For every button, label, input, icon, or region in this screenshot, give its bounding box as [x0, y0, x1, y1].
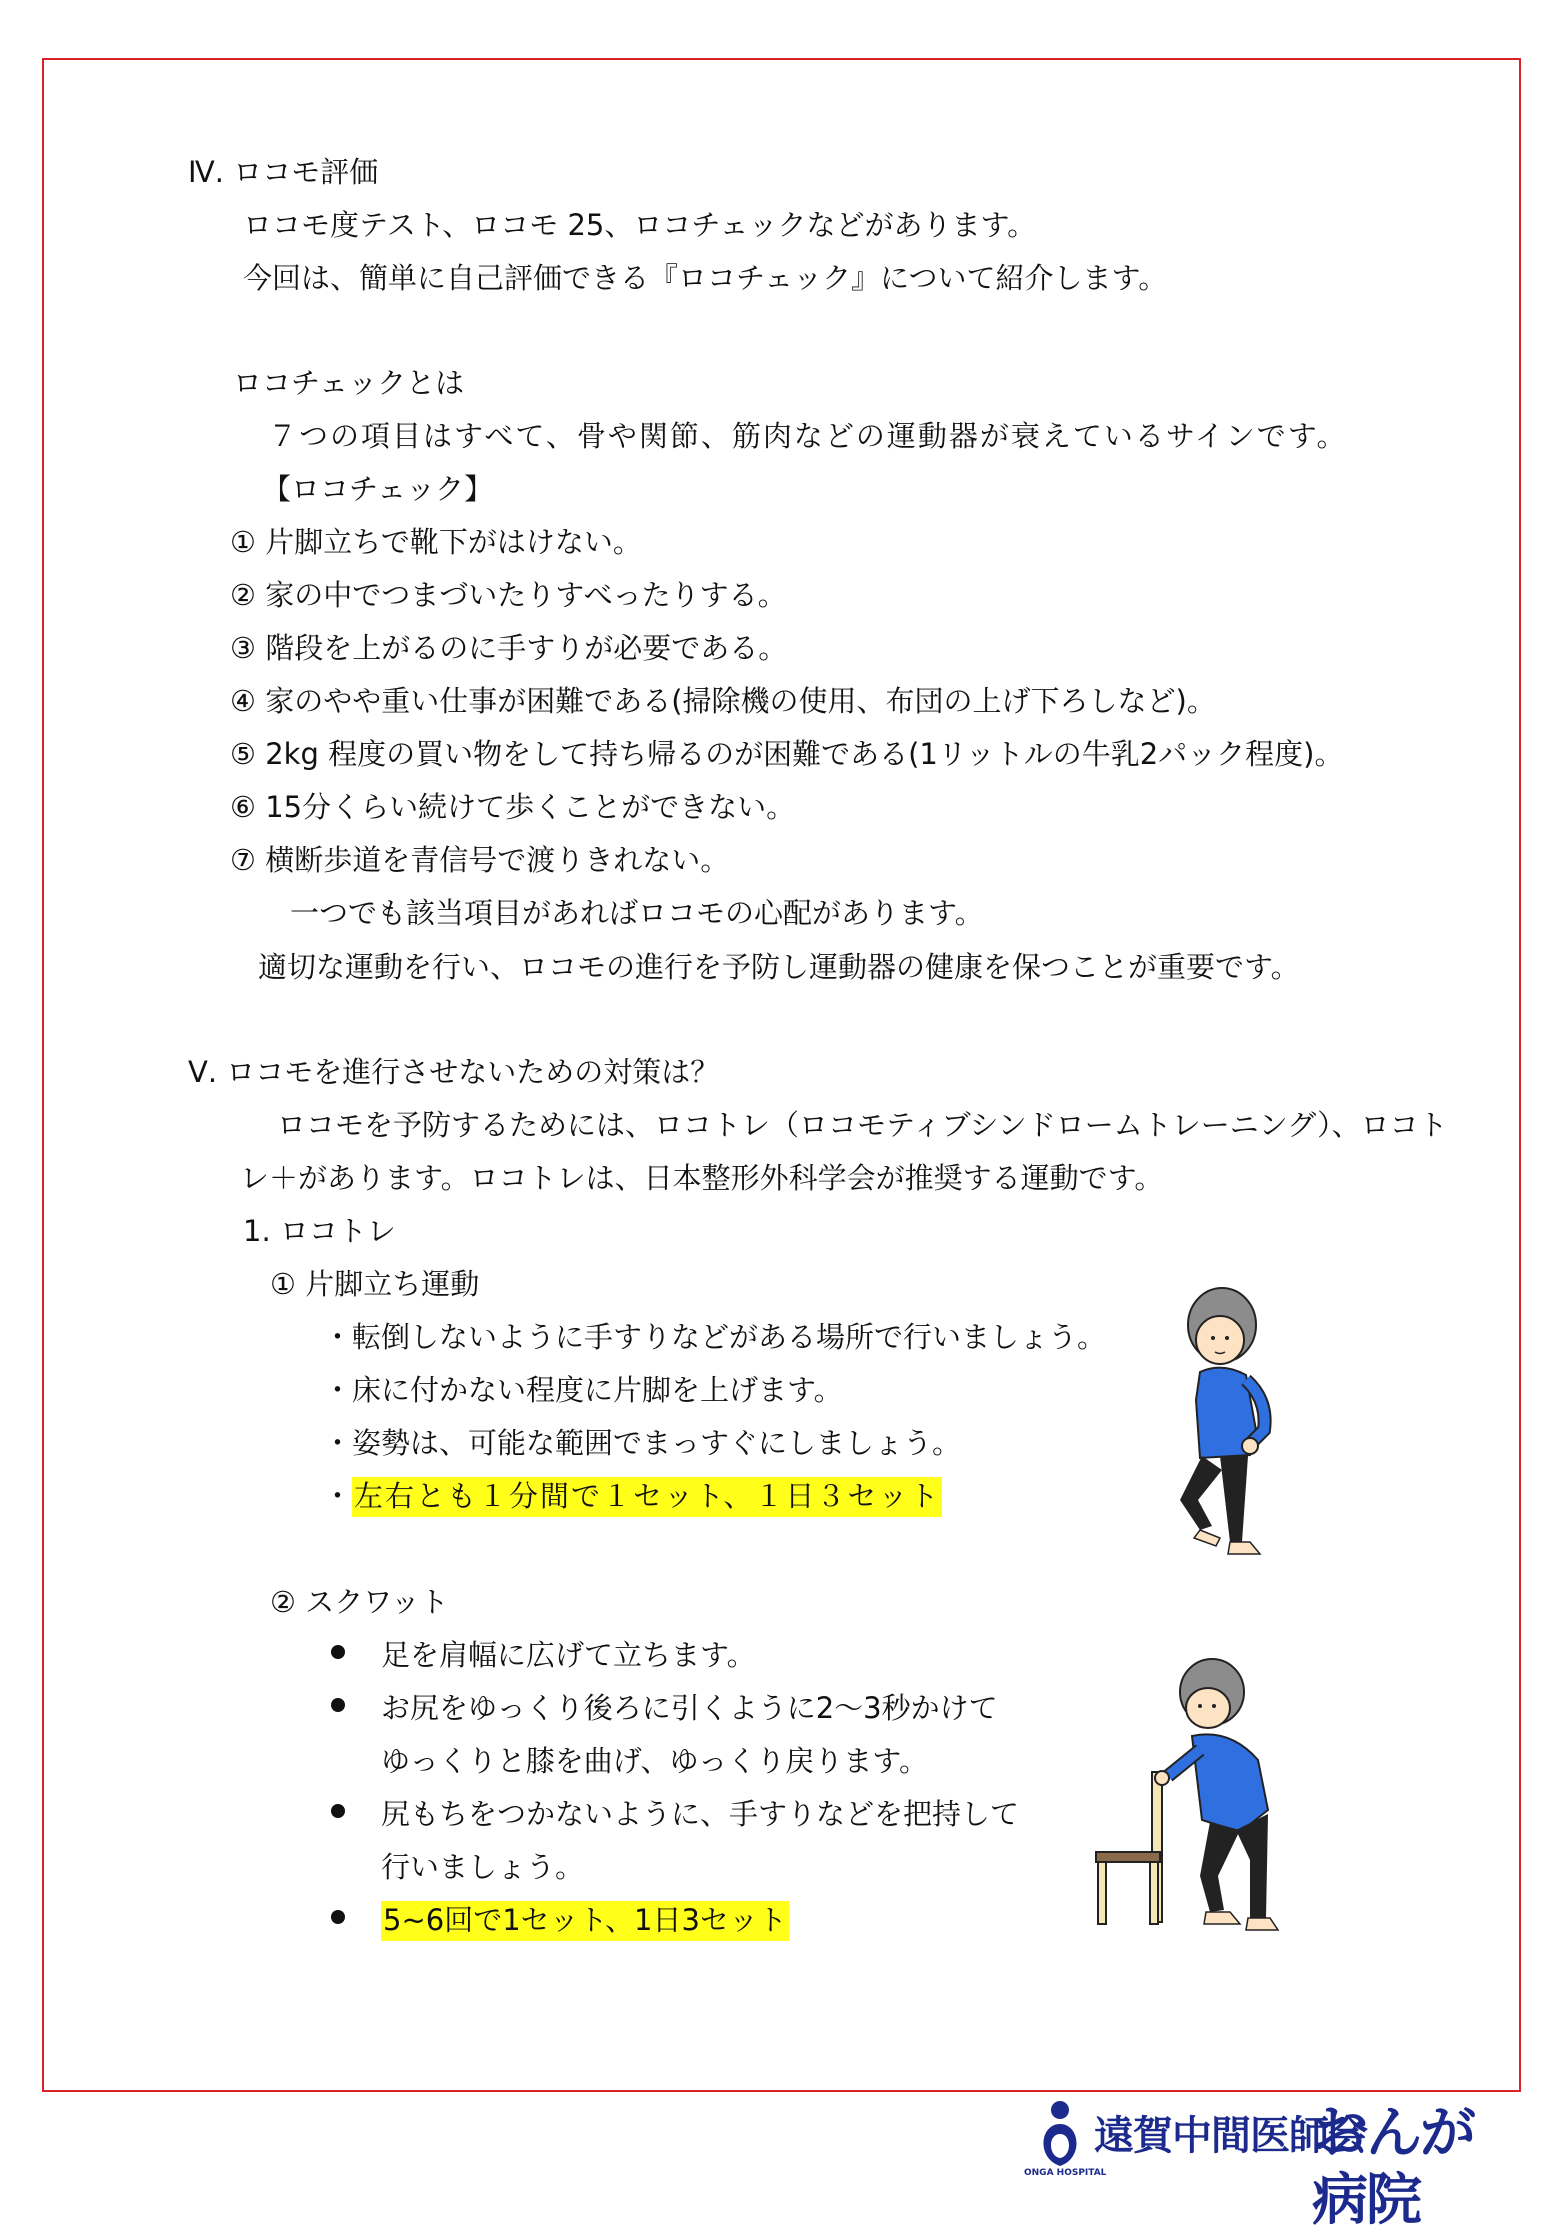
locotore-heading: 1. ロコトレ — [243, 1214, 396, 1248]
section4-intro-1: ロコモ度テスト、ロコモ 25、ロコチェックなどがあります。 — [243, 208, 1037, 242]
exercise2-line-5: 行いましょう。 — [381, 1850, 585, 1884]
exercise2-line-3: ゆっくりと膝を曲げ、ゆっくり戻ります。 — [381, 1744, 928, 1778]
logo-hospital-name: おんが病院 — [1312, 2101, 1474, 2234]
bullet-icon — [331, 1645, 345, 1659]
section5-heading: Ⅴ. ロコモを進行させないための対策は？ — [188, 1055, 720, 1089]
bullet-icon — [331, 1804, 345, 1818]
exercise2-line-1: 足を肩幅に広げて立ちます。 — [381, 1638, 756, 1672]
lococheck-bracket-title: 【ロコチェック】 — [262, 472, 494, 506]
exercise1-line-3: ・姿勢は、可能な範囲でまっすぐにしましょう。 — [323, 1426, 962, 1460]
exercise2-line-2: お尻をゆっくり後ろに引くように2～3秒かけて — [381, 1691, 998, 1725]
section4-heading: Ⅳ. ロコモ評価 — [188, 155, 379, 189]
logo-sub-text: ONGA HOSPITAL — [1024, 2168, 1107, 2178]
section4-note-2: 適切な運動を行い、ロコモの進行を予防し運動器の健康を保つことが重要です。 — [258, 950, 1300, 984]
exercise1-line-1: ・転倒しないように手すりなどがある場所で行いましょう。 — [323, 1320, 1107, 1354]
exercise2-highlight: 5~6回で1セット、1日3セット — [381, 1901, 789, 1941]
exercise1-highlight-line — [323, 1479, 942, 1514]
bullet-icon — [331, 1698, 345, 1712]
one-leg-stand-illustration — [1160, 1280, 1290, 1570]
check-item-1: ① 片脚立ちで靴下がはけない。 — [230, 525, 642, 559]
exercise1-dot: ・ — [323, 1479, 353, 1513]
exercise1-title: ① 片脚立ち運動 — [270, 1267, 480, 1301]
check-item-2: ② 家の中でつまづいたりすべったりする。 — [230, 578, 787, 612]
exercise1-line-2: ・床に付かない程度に片脚を上げます。 — [323, 1373, 843, 1407]
lococheck-heading: ロコチェックとは — [233, 366, 465, 400]
exercise1-highlight: 左右とも１分間で１セット、１日３セット — [352, 1477, 942, 1517]
check-item-5: ⑤ 2kg 程度の買い物をして持ち帰るのが困難である(1リットルの牛乳2パック程度)。 — [230, 737, 1344, 771]
check-item-3: ③ 階段を上がるのに手すりが必要である。 — [230, 631, 788, 665]
squat-illustration — [1090, 1650, 1310, 1940]
section4-intro-2: 今回は、簡単に自己評価できる『ロコチェック』について紹介します。 — [243, 261, 1168, 295]
section5-desc-1: ロコモを予防するためには、ロコトレ（ロコモティブシンドロームトレーニング）、ロコト — [277, 1108, 1448, 1142]
lococheck-description: ７つの項目はすべて、骨や関節、筋肉などの運動器が衰えているサインです。 — [268, 419, 1348, 453]
bullet-icon — [331, 1910, 345, 1924]
exercise2-line-4: 尻もちをつかないように、手すりなどを把持して — [381, 1797, 1020, 1831]
check-item-7: ⑦ 横断歩道を青信号で渡りきれない。 — [230, 843, 730, 877]
check-item-4: ④ 家のやや重い仕事が困難である(掃除機の使用、布団の上げ下ろしなど)。 — [230, 684, 1216, 718]
check-item-6: ⑥ 15分くらい続けて歩くことができない。 — [230, 790, 796, 824]
section4-note-1: 一つでも該当項目があればロコモの心配があります。 — [290, 896, 984, 930]
exercise2-title: ② スクワット — [270, 1585, 449, 1619]
hospital-logo — [1022, 2092, 1522, 2234]
section5-desc-2: レ＋があります。ロコトレは、日本整形外科学会が推奨する運動です。 — [240, 1161, 1164, 1195]
logo-org-name: 遠賀中間医師会 — [1094, 2113, 1367, 2159]
exercise2-highlight-line — [381, 1903, 789, 1938]
